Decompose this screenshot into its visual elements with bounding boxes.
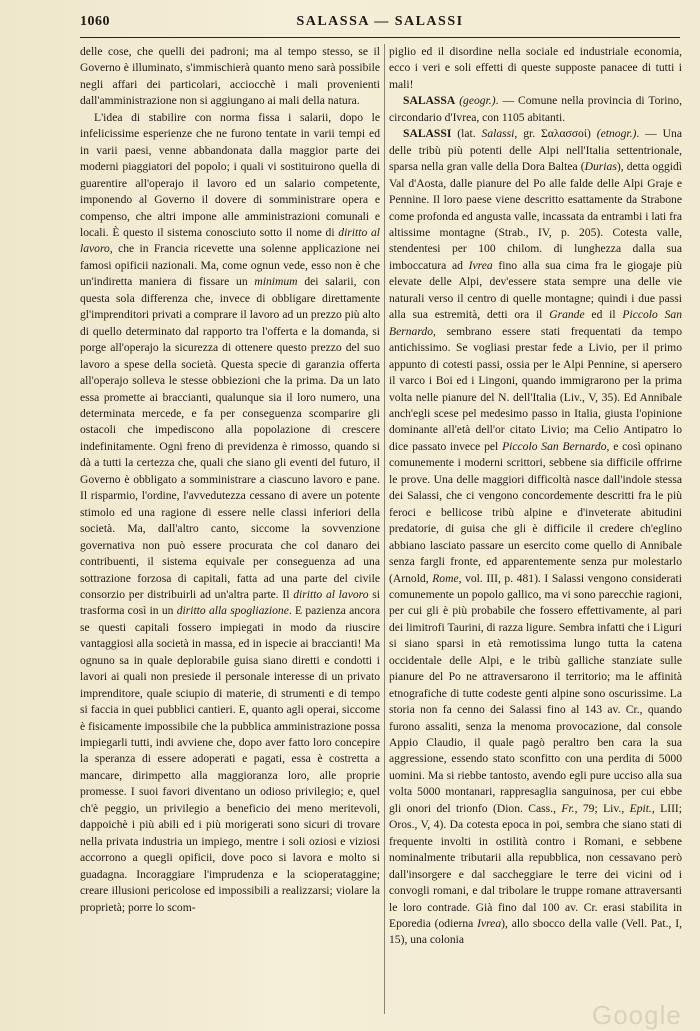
page-header bbox=[80, 14, 680, 38]
italic-term: minimum bbox=[254, 275, 298, 289]
paragraph-wages: L'idea di stabilire con norma fissa i salarii, dopo le infelicissime esperienze che ne furono tentate in varii tempi ed in varii paesi, venne abbandonata dalla maggior parte dei moderni piaggiatori del popolo; i quali vi sostituirono quella di guarentire all'operajo il lavoro ed un salario competente, imponendo al Governo il dovere di somministrare opera e compenso, che altri impone alle amministrazioni comunali e locali. È questo il sistema conosciuto sotto il nome di diritto al lavoro, che in Francia ricevette una solenne applicazione nei famosi opificii nazionali. Ma, come ognun vede, esso non è che un'indiretta maniera di fissare un minimum dei salarii, con questa sola differenza che, invece di obbligare direttamente gl'imprenditori privati a comprare il lavoro ad un prezzo più alto di quello determinato dal rapporto tra l'offerta e la domanda, si porge all'operajo la sicurezza di ottenere questo prezzo del suo lavoro a spese della società. Questa specie di garanzia offerta all'operajo solleva le stesse obbiezioni che la prima. Da un lato essa promette ai braccianti, qualunque sia il loro numero, una determinata mercede, e fa per conseguenza scomparire gli ostacoli che impediscono alla popolazione di crescere indefinitamente. Ogni freno di previdenza è rimosso, quando si dà a tutti la certezza che, quali che siano gli eventi del futuro, il Governo è obbligato a somministrare a ciascuno lavoro e pane. Il risparmio, l'ordine, l'avvedutezza cessano di avere un potente stimolo ed una ragione di essere nelle classi inferiori della società. Ma, dall'altro canto, siccome la sovvenzione governativa non può essere procurata che col danaro dei contribuenti, il sistema equivale per conseguenza ad una sottrazione forzosa di capitali, fatta ad una parte del civile consorzio per distribuirli ad un'altra parte. Il diritto al lavoro si trasforma così in un diritto alla spogliazione. E pazienza ancora se questi capitali fossero impiegati in modo da riuscire vantaggiosi alla società in massa, ed in ispecie ai braccianti! Ma ognuno sa in quale deplorabile guisa siano diretti e condotti i lavori ai quali non presiede il personale interesse di un privato imprenditore, quale sciupio di materie, di strumenti e di tempo si faccia in quei pubblici cantieri. E, quanto agli operai, siccome è fisicamente impossibile che la pubblica amministrazione possa impiegarli tutti, indi avviene che, dopo aver fatto loro concepire la speranza di essere adoperati e pagati, essa è costretta a mancare, dirimpetto alla maggioranza loro, alle proprie promesse. I suoi favori diventano un odioso privilegio; e, quel ch'è peggio, un privilegio a beneficio dei meno meritevoli, dappoichè i più abili ed i più morigerati sono sicuri di trovare nella privata industria un impiego, mentre i soli oziosi e viziosi accorrono a quegli opificii, dove poco si lavora e molto si guadagna. Incoraggiare l'imprudenza e la scioperataggine; creare illusioni pericolose ed impossibili a realizzarsi; violare la proprietà; porre lo scom- bbox=[80, 110, 380, 914]
running-head: SALASSA — SALASSI bbox=[296, 14, 464, 29]
right-column bbox=[389, 44, 682, 949]
entry-headword: SALASSI bbox=[403, 127, 452, 141]
entry-salassi: SALASSI (lat. Salassi, gr. Σαλασσοί) (etnogr.). — Una delle tribù più potenti delle Alpi nell'Italia settentrionale, sparsa nella gran valle della Dora Baltea (Durias), detta oggidì Val d'Aosta, dalle pianure del Po alle falde delle Alpi Graje e Pennine. Il loro paese viene descritto esattamente da Strabone come profonda ed angusta valle, incassata da entrambi i lati fra altissime montagne (Strab., IV, p. 205). Cotesta valle, stendentesi per 100 chilom. di lunghezza dalla sua imboccatura ad Ivrea fino alla sua cima fra le giogaje più elevate delle Alpi, dev'essere stata sempre una delle vie naturali verso il centro di quelle montagne; quindi i due passi alla sua estremità, detti ora il Grande ed il Piccolo San Bernardo, sembrano essere stati frequentati da tempo antichissimo. Se vogliasi prestar fede a Livio, per il primo appunto di cotesti passi, ossia per le Alpi Pennine, si apersero il varco i Boi ed i Lingoni, quando immigrarono per la prima volta nelle pianure del N. dell'Italia (Liv., V, 35). Ed Annibale anch'egli scese pel medesimo passo in Italia, giusta l'opinione dominante all'età dell'or citato Livio; ma Celio Antipatro lo dice passato invece pel Piccolo San Bernardo, e così opinano comunemente i moderni scrittori, sebbene sia difficile offrirne le prove. Una delle maggiori difficoltà nasce dall'indole stessa dei Salassi, che ci vengono concordemente descritti fra le più feroci e bellicose tribù alpine e d'inveterate abitudini predatorie, di guisa che gli è difficile il credere ch'eglino abbiano lasciato passare un esercito come quello di Annibale senza fargli fronte, ed apparentemente senza pur molestarlo (Arnold, Rome, vol. III, p. 481). I Salassi vengono considerati comunemente un popolo gallico, ma vi sono parecchie ragioni, per cui gli è più probabile che fossero effettivamente, al pari dei limitrofi Taurini, di razza ligure. Sembra infatti che i Liguri si siano sparsi in età remotissima lungo tutta la catena occidentale delle Alpi, e le tribù galliche stanziate sulle pianure del Po ne attraversarono il territorio; ma le affinità etnografiche di tutte codeste genti alpine sono oscurissime. La storia non fa cenno dei Salassi fino al 143 av. Cr., quando furono assaliti, senza la menoma provocazione, dal console Appio Claudio, il quale pagò peraltro ben cara la sua aggressione, essendo stato sconfitto con una perdita di 5000 uomini. Ma si riebbe tantosto, avendo egli pure ucciso alla sua volta 5000 montanari, rappresaglia sanguinosa, per cui ebbe gli onori del trionfo (Dion. Cass., Fr., 79; Liv., Epit., LIII; Oros., V, 4). Da cotesta epoca in poi, sembra che siano stati di frequente involti in ostilità contro i Romani, e sebbene nominalmente tributarii alla repubblica, non cessavano però dall'insorgere e dal saccheggiare le terre dei vicini od i convogli romani, e dal tribolare le truppe romane attraversanti le loro contrade. Già fino dal 100 av. Cr. erasi stabilita in Eporedia (odierna Ivrea), allo sbocco della valle (Vell. Pat., I, 15), una colonia bbox=[389, 127, 683, 947]
header-rule bbox=[80, 37, 680, 38]
left-column bbox=[80, 44, 380, 916]
watermark-text: Google bbox=[592, 1000, 682, 1030]
entry-headword: SALASSA bbox=[403, 94, 456, 108]
column-divider bbox=[384, 44, 385, 1014]
italic-term: diritto alla spogliazione bbox=[176, 604, 289, 618]
entry-salassa: SALASSA (geogr.). — Comune nella provincia di Torino, circondario d'Ivrea, con 1105 abitanti. bbox=[389, 94, 682, 124]
paragraph-continuation: delle cose, che quelli dei padroni; ma al tempo stesso, se il Governo è illuminato, s'immischierà quanto meno sarà possibile negli affari dei particolari, acciocchè i mali provenienti dall'amministrazione non si aggiungano ai mali della natura. bbox=[80, 45, 380, 108]
paragraph-continuation: piglio ed il disordine nella sociale ed industriale economia, ecco i veri e soli effetti di queste supposte panacee di tutti i mali! bbox=[389, 45, 682, 91]
entry-tag: (geogr.) bbox=[459, 94, 496, 108]
italic-term: diritto al lavoro bbox=[80, 225, 380, 256]
entry-tag: (etnogr.) bbox=[596, 127, 637, 141]
page-number: 1060 bbox=[80, 14, 110, 29]
italic-term: diritto al lavoro bbox=[293, 587, 369, 601]
